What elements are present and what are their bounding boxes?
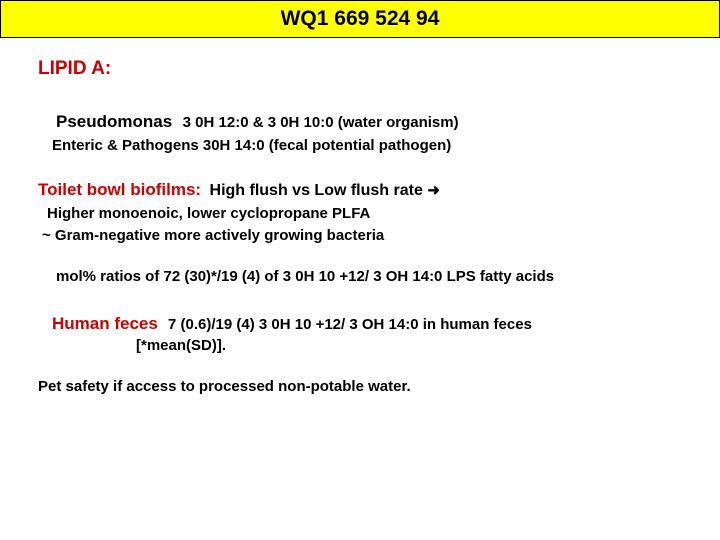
pseudomonas-detail: 3 0H 12:0 & 3 0H 10:0 (water organism) [182,114,459,131]
human-feces-note: [*mean(SD)]. [136,337,227,354]
toilet-line-3: ~ Gram-negative more actively growing bacteria [42,227,385,244]
human-feces-detail: 7 (0.6)/19 (4) 3 0H 10 +12/ 3 OH 14:0 in human feces [168,316,532,333]
page-title: WQ1 669 524 94 [280,7,440,30]
enteric-line: Enteric & Pathogens 30H 14:0 (fecal potential pathogen) [52,137,452,154]
toilet-line-2: Higher monoenoic, lower cyclopropane PLFA [47,205,371,222]
arrow-right-icon: ➜ [427,182,440,199]
toilet-line [38,180,440,200]
pet-safety-line: Pet safety if access to processed non-potable water. [38,378,411,395]
lipid-a-heading: LIPID A: [38,58,112,79]
human-feces-line [52,314,532,334]
ratios-line: mol% ratios of 72 (30)*/19 (4) of 3 0H 10 +12/ 3 OH 14:0 LPS fatty acids [56,268,555,285]
title-bar [0,0,720,38]
toilet-detail: High flush vs Low flush rate [209,182,423,199]
toilet-heading: Toilet bowl biofilms: [38,180,202,199]
pseudomonas-name: Pseudomonas [56,112,173,131]
pseudomonas-line [56,112,459,132]
human-feces-heading: Human feces [52,314,158,333]
